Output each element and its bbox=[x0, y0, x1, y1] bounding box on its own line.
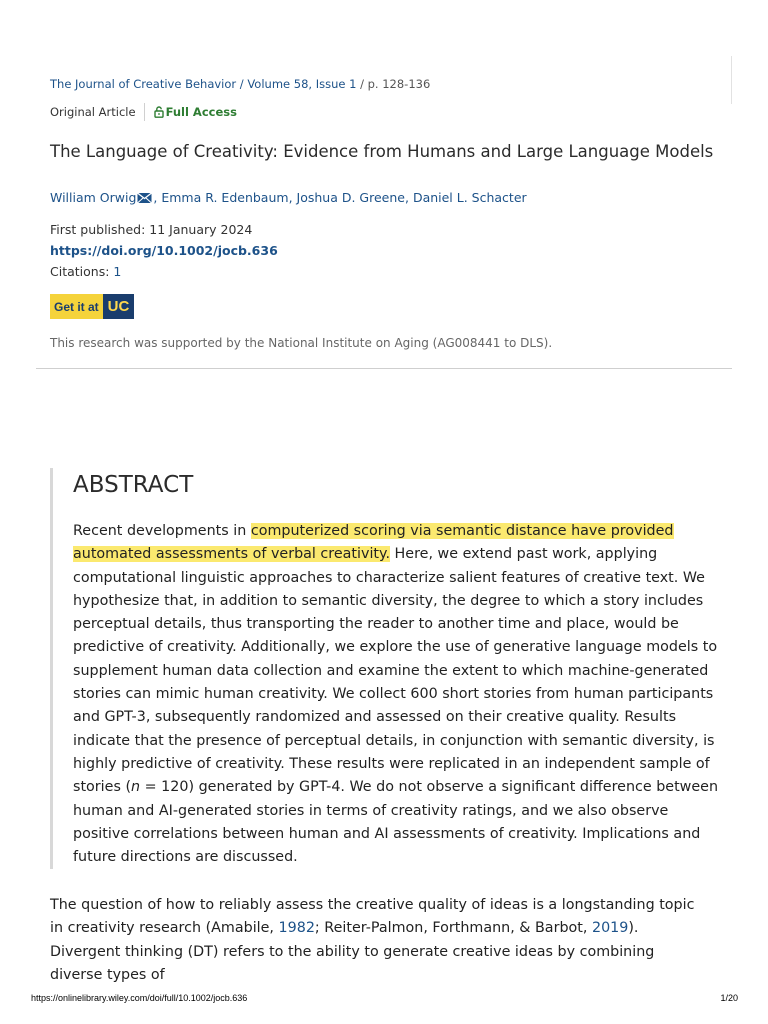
lock-open-icon bbox=[154, 106, 164, 118]
abstract-text-mid: Here, we extend past work, applying computational linguistic approaches to characterize salient features of creative text. We hypothesize that, in addition to semantic diversity, the degree to which a story includes perceptual details, thus transporting the reader to another time and place, would be predictive of creativity. Additionally, we explore the use of generative language models to supplement human data collection and examine the extent to which machine-generated stories can mimic human creativity. We collect 600 short stories from human participants and GPT-3, subsequently randomized and assessed on their creative quality. Results indicate that the presence of perceptual details, in conjunction with semantic diversity, is highly predictive of creativity. These results were replicated in an independent sample of stories ( bbox=[73, 546, 718, 796]
author-link[interactable]: Joshua D. Greene bbox=[296, 190, 405, 205]
get-it-label: Get it at bbox=[50, 294, 103, 319]
breadcrumb-separator: / bbox=[360, 77, 364, 91]
body-text-2: ; Reiter-Palmon, Forthmann, & Barbot, bbox=[314, 920, 592, 937]
type-divider bbox=[144, 103, 145, 121]
author-link[interactable]: Daniel L. Schacter bbox=[412, 190, 527, 205]
author-sep: , bbox=[404, 190, 413, 205]
body-text-1: The question of how to reliably assess the creative quality of ideas is a longstanding topic in creativity research (Amabile, bbox=[50, 897, 695, 937]
email-icon[interactable] bbox=[137, 192, 152, 207]
vertical-divider bbox=[731, 56, 732, 104]
author-link[interactable]: Emma R. Edenbaum bbox=[161, 190, 289, 205]
doi-link[interactable]: https://doi.org/10.1002/jocb.636 bbox=[50, 243, 278, 258]
body-text-3: ). Divergent thinking (DT) refers to the ability to generate creative ideas by combining diverse types of bbox=[50, 920, 655, 983]
uc-logo: UC bbox=[103, 294, 135, 319]
article-type-row bbox=[50, 103, 237, 121]
abstract-text-pre: Recent developments in bbox=[73, 523, 251, 539]
abstract-text-post: = 120) generated by GPT-4. We do not observe a significant difference between human and AI-generated stories in terms of creativity ratings, and we also observe positive correlations between human and AI assessments of creativity. Implications and future directions are discussed. bbox=[73, 779, 719, 866]
publication-date-row bbox=[50, 222, 252, 237]
citation-link[interactable]: 2019 bbox=[591, 920, 629, 937]
abstract-section bbox=[50, 468, 723, 869]
access-badge bbox=[154, 105, 237, 119]
author-list bbox=[50, 190, 527, 207]
journal-breadcrumb bbox=[50, 77, 430, 91]
sample-size-symbol: n bbox=[131, 779, 141, 796]
body-paragraph bbox=[50, 894, 710, 987]
page-number: 1/20 bbox=[720, 993, 738, 1003]
citation-link[interactable]: 1982 bbox=[278, 920, 315, 937]
highlighted-text: computerized scoring via semantic distance have provided automated assessments of verbal creativity. bbox=[73, 523, 674, 563]
page-range: p. 128-136 bbox=[367, 77, 431, 91]
funding-statement: This research was supported by the National Institute on Aging (AG008441 to DLS). bbox=[50, 336, 553, 350]
print-url: https://onlinelibrary.wiley.com/doi/full/10.1002/jocb.636 bbox=[31, 993, 248, 1003]
journal-issue-link[interactable]: The Journal of Creative Behavior / Volume 58, Issue 1 bbox=[50, 77, 357, 91]
doi-row bbox=[50, 243, 278, 258]
section-divider bbox=[36, 368, 732, 369]
article-type: Original Article bbox=[50, 105, 136, 119]
citations-count-link[interactable]: 1 bbox=[113, 264, 122, 279]
access-label: Full Access bbox=[165, 105, 237, 119]
abstract-heading: ABSTRACT bbox=[73, 472, 194, 498]
article-title: The Language of Creativity: Evidence from Humans and Large Language Models bbox=[50, 142, 714, 161]
published-label: First published: bbox=[50, 222, 146, 237]
author-sep: , bbox=[153, 190, 162, 205]
author-link[interactable]: William Orwig bbox=[50, 190, 137, 205]
abstract-text bbox=[73, 520, 723, 869]
print-footer bbox=[31, 993, 738, 1003]
author-sep: , bbox=[288, 190, 297, 205]
citations-row bbox=[50, 264, 121, 279]
get-it-at-uc-button[interactable] bbox=[50, 294, 134, 319]
published-date: 11 January 2024 bbox=[149, 222, 253, 237]
citations-label: Citations: bbox=[50, 264, 110, 279]
